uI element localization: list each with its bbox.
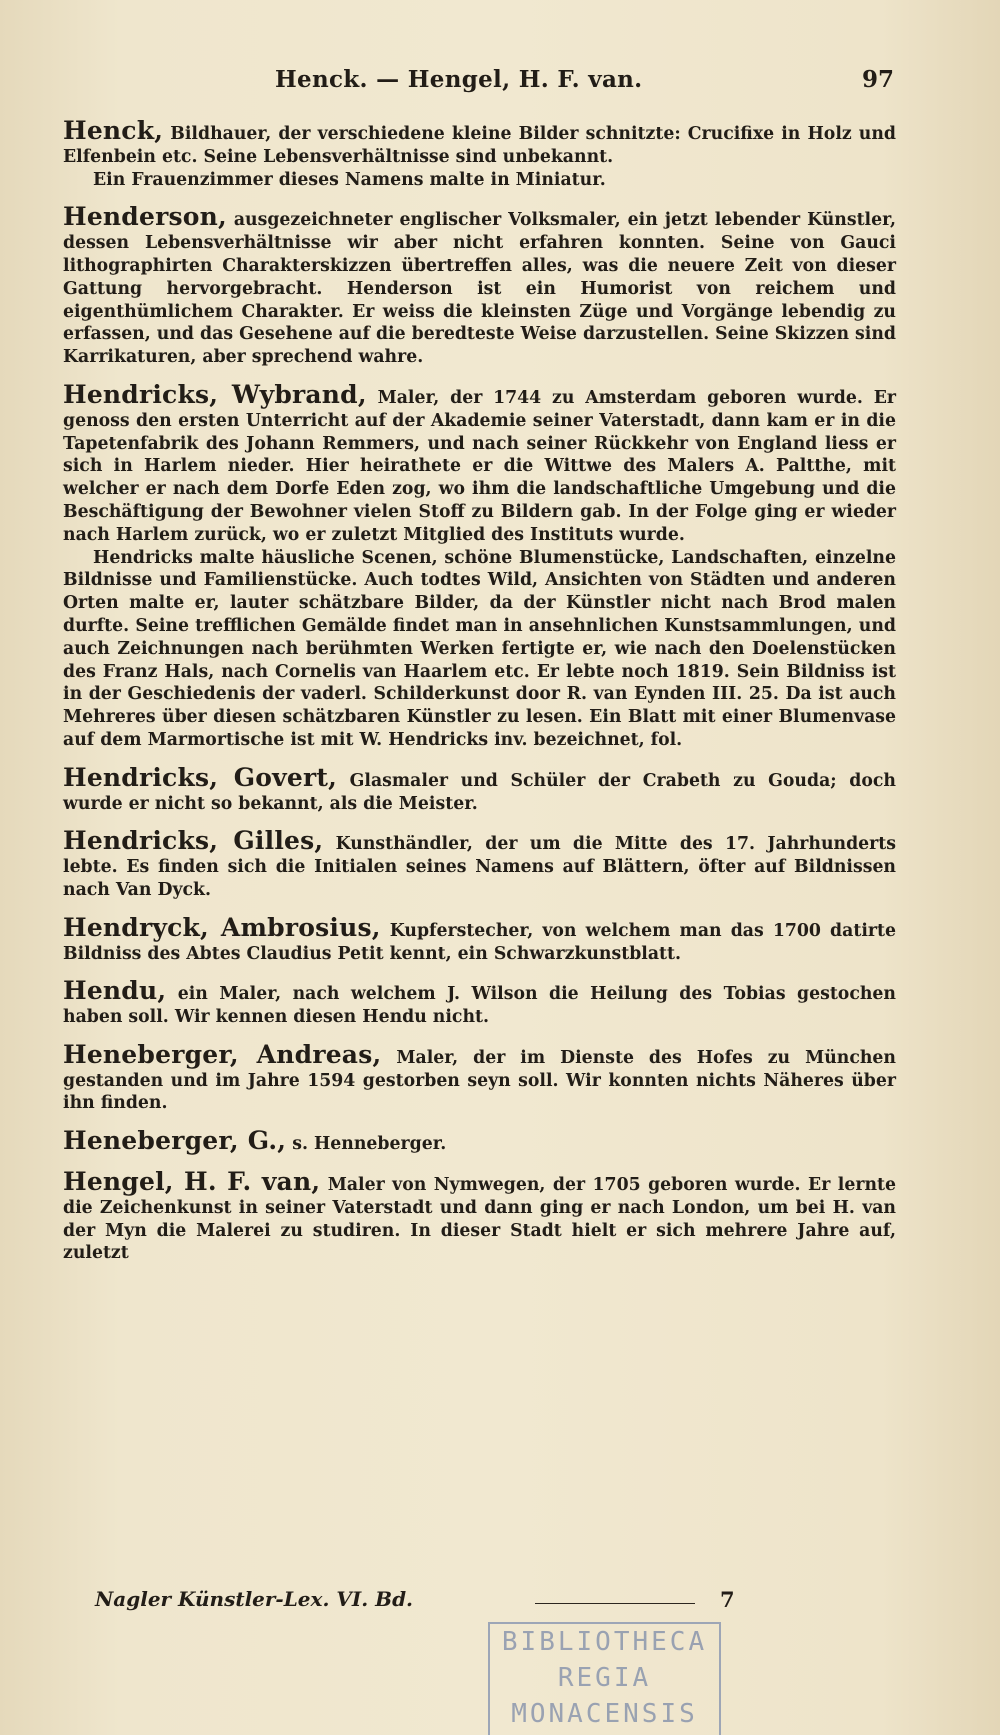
stamp-line: BIBLIOTHECA	[501, 1627, 708, 1657]
headword: Hendricks, Gilles,	[63, 826, 324, 856]
entry-hendu	[63, 976, 896, 1029]
entry-text: Maler, der im Dienste des Hofes zu München gestanden und im Jahre 1594 gestorben seyn soll. Wir konnten nichts Näheres über ihn finden.	[63, 1047, 896, 1114]
headword: Hendricks, Govert,	[63, 762, 337, 792]
entry-henderson	[63, 202, 896, 369]
stamp-line: MONACENSIS	[511, 1699, 698, 1729]
entry-heneberger-andreas	[63, 1039, 896, 1115]
headword: Hendu,	[63, 976, 167, 1006]
entry-hengel	[63, 1167, 896, 1265]
signature-rule	[535, 1603, 695, 1604]
entry-paragraph: Ein Frauenzimmer dieses Namens malte in Miniatur.	[93, 169, 606, 190]
running-head: Henck. — Hengel, H. F. van.	[275, 66, 643, 93]
entry-text: ein Maler, nach welchem J. Wilson die Heilung des Tobias gestochen haben soll. Wir kennen diesen Hendu nicht.	[63, 984, 896, 1028]
headword: Heneberger, G.,	[63, 1126, 287, 1156]
entry-text: Kunsthändler, der um die Mitte des 17. Jahrhunderts lebte. Es finden sich die Initialen seines Namens auf Blättern, öfter auf Bildnissen nach Van Dyck.	[63, 834, 896, 900]
entry-text: s. Henneberger.	[292, 1134, 447, 1155]
entry-hendricks-gilles	[63, 826, 896, 901]
entry-text: Bildhauer, der verschiedene kleine Bilder schnitzte: Crucifixe in Holz und Elfenbein etc. Seine Lebensverhältnisse sind unbekannt.	[63, 124, 896, 167]
library-stamp	[488, 1622, 721, 1735]
page-number: 97	[862, 66, 895, 93]
entry-hendryck-ambrosius	[63, 912, 896, 966]
headword: Henderson,	[63, 202, 227, 232]
headword: Henck,	[63, 116, 164, 145]
entry-text: ausgezeichneter englischer Volksmaler, ein jetzt lebender Künstler, dessen Lebensverhältnisse wir aber nicht erfahren konnten. Seine von Gauci lithographirten Charakterskizzen übertreffen alles, was die neuere Zeit von dieser Gattung hervorgebracht. Henderson ist ein Humorist von reichem und eigenthümlichem Charakter. Er weiss die kleinsten Züge und Vorgänge lebendig zu erfassen, und das Gesehene auf die beredteste Weise darzustellen. Seine Skizzen sind Karrikaturen, aber sprechend wahre.	[63, 210, 896, 368]
sheet-number: 7	[720, 1587, 735, 1612]
headword: Hengel, H. F. van,	[63, 1167, 321, 1197]
entry-heneberger-g	[63, 1126, 896, 1156]
headword: Hendryck, Ambrosius,	[63, 912, 381, 942]
entry-hendricks-govert	[63, 762, 896, 816]
entry-paragraph: Hendricks malte häusliche Scenen, schöne Blumenstücke, Landschaften, einzelne Bildnisse und Familienstücke. Auch todtes Wild, Ansichten von Städten und anderen Orten malte er, lauter schätzbare Bilder, da der Künstler nicht nach Brod malen durfte. Seine trefflichen Gemälde findet man in ansehnlichen Kunstsammlungen, und auch Zeichnungen nach berühmten Werken fertigte er, wie nach den Doelenstücken des Franz Hals, nach Cornelis van Haarlem etc. Er lebte noch 1819. Sein Bildniss ist in der Geschiedenis der vaderl. Schilderkunst door R. van Eynden III. 25. Da ist auch Mehreres über diesen schätzbaren Künstler zu lesen. Ein Blatt mit einer Blumenvase auf dem Marmortische ist mit W. Hendricks inv. bezeichnet, fol.	[63, 547, 896, 750]
headword: Hendricks, Wybrand,	[63, 379, 367, 409]
page-footer	[95, 1587, 755, 1617]
entry-henck	[63, 116, 896, 191]
dictionary-entries	[63, 116, 896, 1280]
entry-hendricks-wybrand	[63, 379, 896, 752]
signature-line: Nagler Künstler-Lex. VI. Bd.	[95, 1587, 414, 1611]
entry-text: Maler, der 1744 zu Amsterdam geboren wurde. Er genoss den ersten Unterricht auf der Akademie seiner Vaterstadt, dann kam er in die Tapetenfabrik des Johann Remmers, und nach seiner Rückkehr von England liess er sich in Harlem nieder. Hier heirathete er die Wittwe des Malers A. Paltthe, mit welcher er nach dem Dorfe Eden zog, wo ihm die landschaftliche Umgebung und die Beschäftigung der Bewohner vielen Stoff zu Bildern gab. In der Folge ging er wieder nach Harlem zurück, wo er zuletzt Mitglied des Instituts wurde.	[63, 387, 896, 545]
entry-text: Maler von Nymwegen, der 1705 geboren wurde. Er lernte die Zeichenkunst in seiner Vaterstadt und dann ging er nach London, um bei H. van der Myn die Malerei zu studiren. In dieser Stadt hielt er sich mehrere Jahre auf, zuletzt	[63, 1175, 896, 1264]
entry-text: Glasmaler und Schüler der Crabeth zu Gouda; doch wurde er nicht so bekannt, als die Meister.	[63, 770, 896, 814]
headword: Heneberger, Andreas,	[63, 1039, 382, 1069]
page-header	[0, 58, 1000, 98]
stamp-line: REGIA	[557, 1663, 652, 1693]
entry-text: Kupferstecher, von welchem man das 1700 datirte Bildniss des Abtes Claudius Petit kennt, ein Schwarzkunstblatt.	[63, 920, 896, 964]
